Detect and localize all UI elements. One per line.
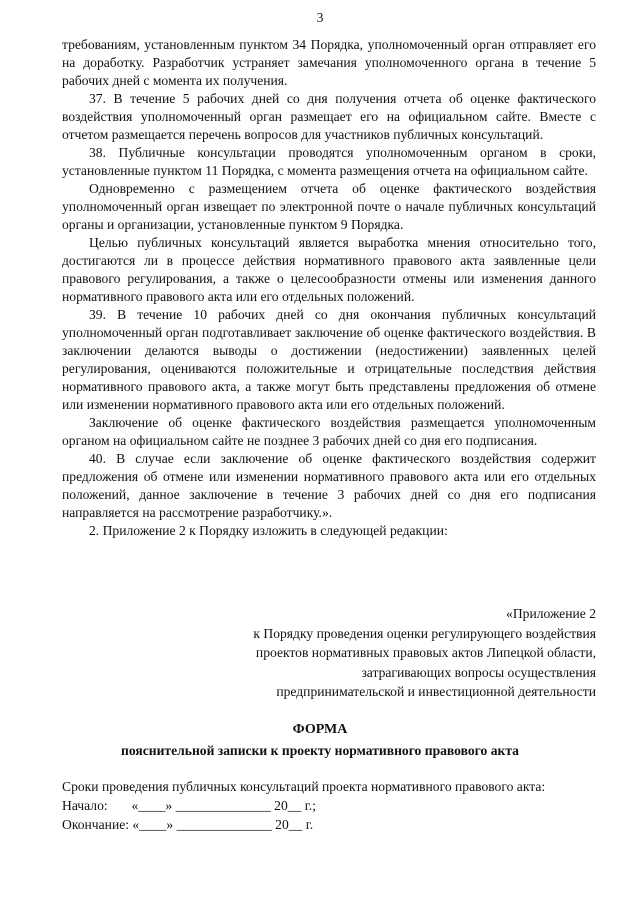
form-subtitle: пояснительной записки к проекту нормативного правового акта xyxy=(121,743,519,758)
paragraph: Целью публичных консультаций является выработка мнения относительно того, достигаются ли в процессе действия нормативного правового акта заявленные цели правового регулирования, а также о целесообразности отмены или изменения данного нормативного правового акта или его отдельных положений. xyxy=(62,235,596,304)
appendix-line: предпринимательской и инвестиционной деятельности xyxy=(276,684,596,699)
appendix-line: «Приложение 2 xyxy=(506,606,596,621)
paragraph: требованиям, установленным пунктом 34 Порядка, уполномоченный орган отправляет его на доработку. Разработчик устраняет замечания уполномоченного органа в течение 5 рабочих дней с момента их получения. xyxy=(62,37,596,88)
appendix-header xyxy=(76,604,596,702)
appendix-line: к Порядку проведения оценки регулирующего воздействия xyxy=(253,625,596,641)
end-date-line: Окончание: «____» ______________ 20__ г. xyxy=(62,817,314,832)
appendix-line: проектов нормативных правовых актов Липецкой области, xyxy=(255,645,596,660)
body-text xyxy=(62,36,596,540)
start-date-line: Начало: «____» ______________ 20__ г.; xyxy=(62,798,316,813)
appendix-line: затрагивающих вопросы осуществления xyxy=(361,664,596,680)
paragraph: 2. Приложение 2 к Порядку изложить в следующей редакции: xyxy=(89,523,448,538)
paragraph: Одновременно с размещением отчета об оценке фактического воздействия уполномоченный орган извещает по электронной почте о начале публичных консультаций органы и организации, установленные пунктом 9 Порядка. xyxy=(62,181,596,232)
form-title: ФОРМА xyxy=(292,722,348,737)
consultation-dates xyxy=(62,777,545,834)
paragraph: 38. Публичные консультации проводятся уполномоченным органом в сроки, установленные пунктом 11 Порядка, с момента размещения отчета на официальном сайте. xyxy=(62,145,596,178)
dates-heading: Сроки проведения публичных консультаций проекта нормативного правового акта: xyxy=(62,779,546,794)
paragraph: 37. В течение 5 рабочих дней со дня получения отчета об оценке фактического воздействия уполномоченный орган размещает его на официальном сайте. Вместе с отчетом размещается перечень вопросов для участников публичных консультаций. xyxy=(62,91,596,142)
paragraph: 40. В случае если заключение об оценке фактического воздействия содержит предложения об отмене или изменении нормативного правового акта или его отдельных положений, данное заключение в течение 3 рабочих дней со дня его подписания направляется на рассмотрение разработчику.». xyxy=(62,451,596,520)
paragraph: Заключение об оценке фактического воздействия размещается уполномоченным органом на официальном сайте не позднее 3 рабочих дней со дня его подписания. xyxy=(62,415,596,448)
paragraph: 39. В течение 10 рабочих дней со дня окончания публичных консультаций уполномоченный орган подготавливает заключение об оценке фактического воздействия. В заключении делаются выводы о достижении (недостижении) заявленных целей регулирования, оцениваются положительные и отрицательные последствия действия нормативного правового акта, а также могут быть представлены предложения об отмене или изменении нормативного правового акта или его отдельных положений. xyxy=(62,307,596,412)
page-number: 3 xyxy=(316,10,324,25)
